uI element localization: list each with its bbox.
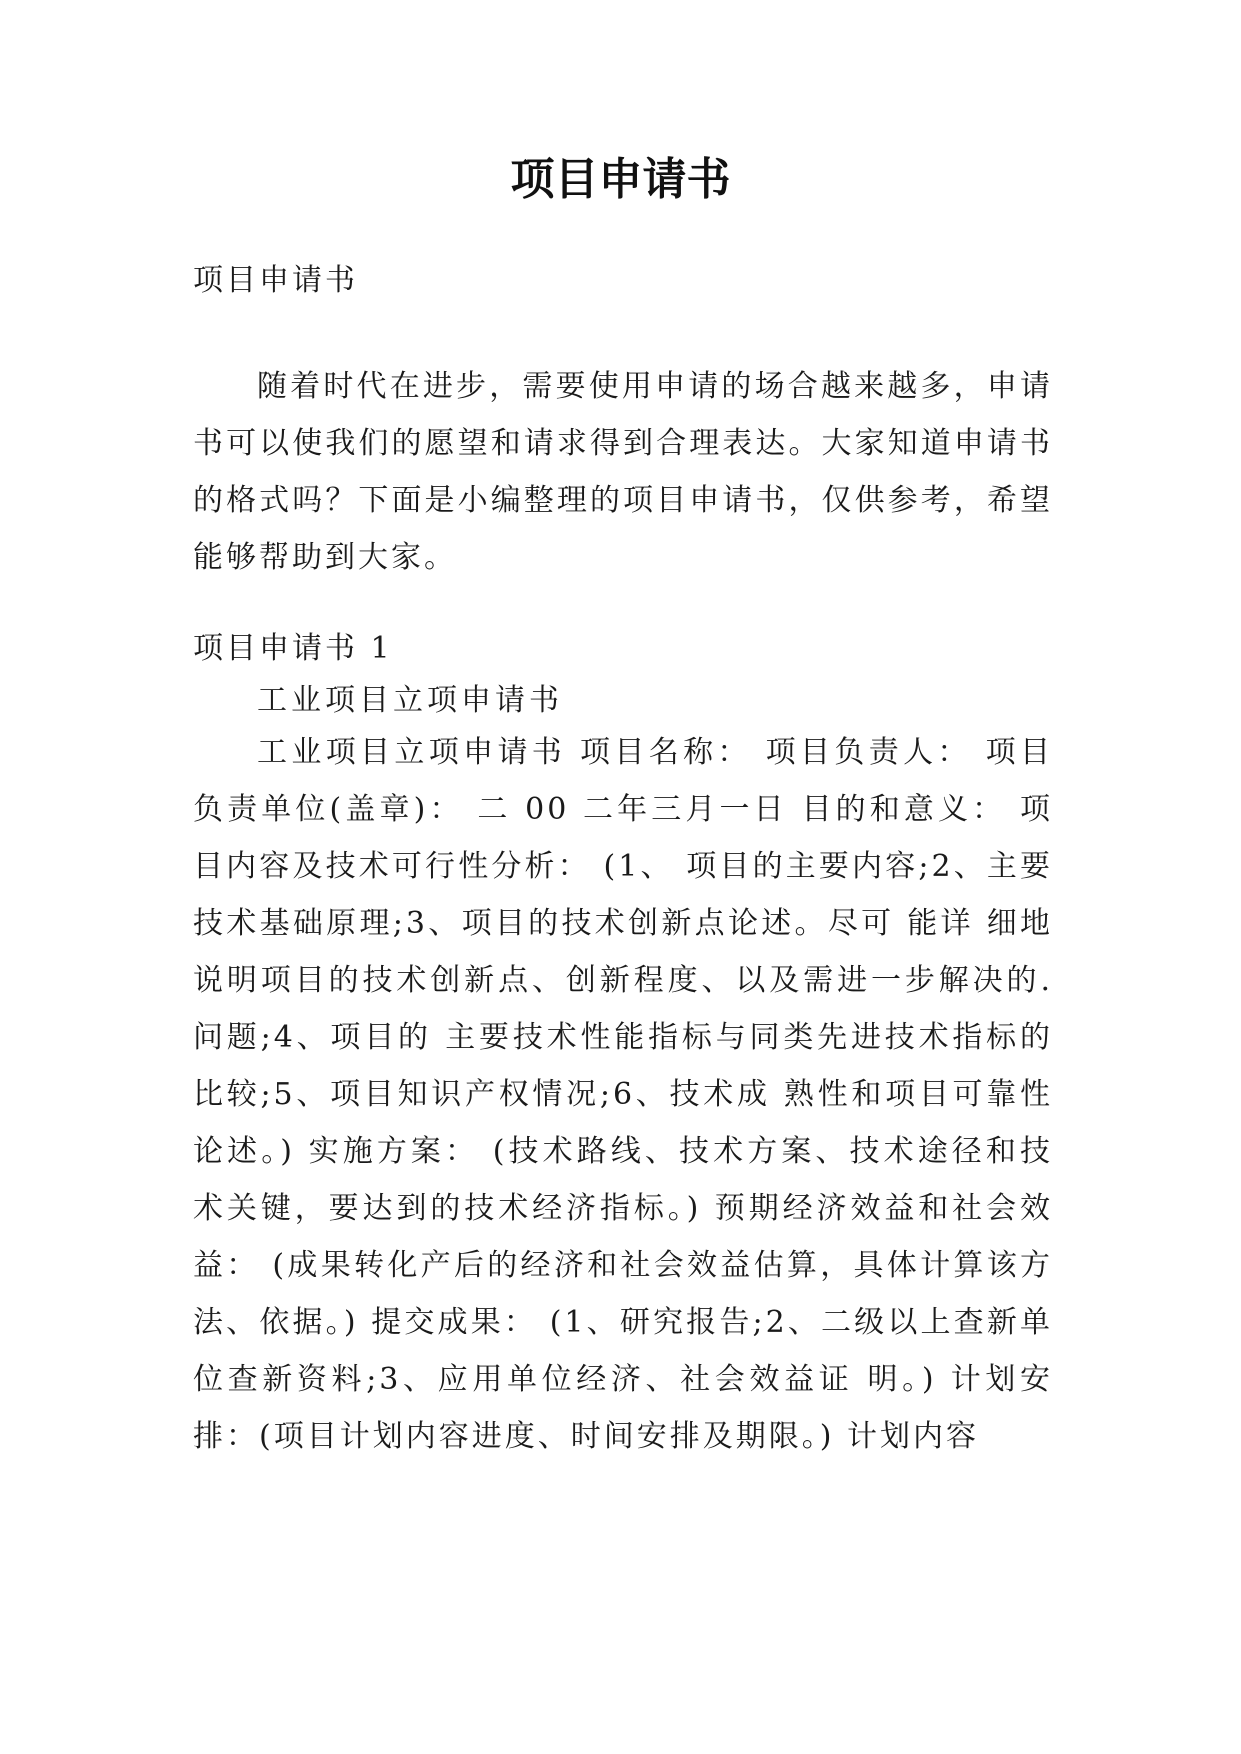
document-title: 项目申请书: [510, 154, 731, 205]
intro-paragraph: 随着时代在进步，需要使用申请的场合越来越多，申请书可以使我们的愿望和请求得到合理表达。大家知道申请书的格式吗？下面是小编整理的项目申请书，仅供参考，希望能够帮助到大家。: [193, 369, 1053, 575]
document-subtitle: 项目申请书: [193, 263, 358, 298]
section-subheading: 工业项目立项申请书: [257, 683, 563, 718]
section-body-paragraph: 工业项目立项申请书 项目名称： 项目负责人： 项目负责单位(盖章)： 二 00 二年三月一日 目的和意义： 项目内容及技术可行性分析： (1、 项目的主要内容;2、主要技术基础原理;3、项目的技术创新点论述。尽可 能详 细地说明项目的技术创新点、创新程度、以及需进一步解决的.问题;4、项目的 主要技术性能指标与同类先进技术指标的比较;5、项目知识产权情况;6、技术成 熟性和项目可靠性论述。) 实施方案： (技术路线、技术方案、技术途径和技术关键，要达到的技术经济指标。) 预期经济效益和社会效益： (成果转化产后的经济和社会效益估算，具体计算该方法、依据。) 提交成果： (1、研究报告;2、二级以上查新单位查新资料;3、应用单位经济、社会效益证 明。) 计划安排：(项目计划内容进度、时间安排及期限。) 计划内容: [193, 735, 1053, 1454]
section-heading: 项目申请书 1: [193, 631, 393, 666]
